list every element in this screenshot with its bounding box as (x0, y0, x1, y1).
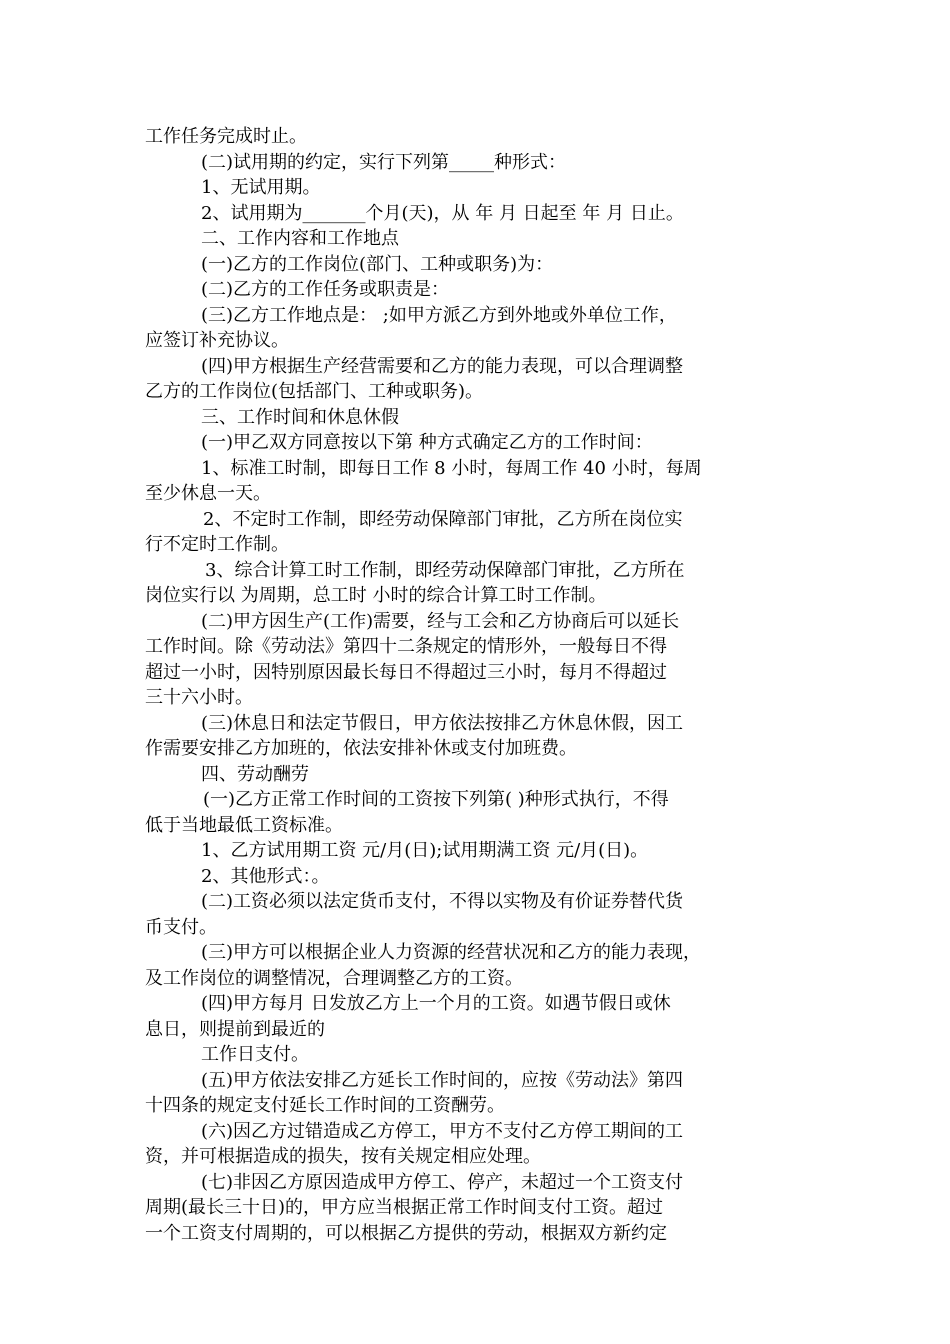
text-line: (一)甲乙双方同意按以下第 种方式确定乙方的工作时间： (201, 432, 653, 453)
section-heading: 二、工作内容和工作地点 (201, 228, 399, 249)
text-line: 2、不定时工作制，即经劳动保障部门审批，乙方所在岗位实 (203, 508, 683, 530)
text-line: (一)乙方正常工作时间的工资按下列第( )种形式执行，不得 (203, 789, 669, 810)
text-line: 资，并可根据造成的损失，按有关规定相应处理。 (145, 1146, 541, 1167)
text-line: (二)试用期的约定，实行下列第_____种形式： (201, 151, 567, 173)
section-heading: 三、工作时间和休息休假 (201, 406, 399, 428)
text-line: (三)甲方可以根据企业人力资源的经营状况和乙方的能力表现， (201, 942, 702, 963)
text-line: (二)乙方的工作任务或职责是： (201, 279, 450, 300)
text-line: (二)甲方因生产(工作)需要，经与工会和乙方协商后可以延长 (201, 610, 680, 632)
text-line: (五)甲方依法安排乙方延长工作时间的，应按《劳动法》第四 (201, 1069, 684, 1091)
text-line: 超过一小时，因特别原因最长每日不得超过三小时，每月不得超过 (145, 661, 667, 683)
text-line: (四)甲方每月 日发放乙方上一个月的工资。如遇节假日或休 (201, 993, 671, 1014)
text-line: 币支付。 (145, 916, 217, 938)
text-line: 及工作岗位的调整情况，合理调整乙方的工资。 (145, 967, 523, 989)
text-line: 1、标准工时制，即每日工作 8 小时，每周工作 40 小时，每周 (201, 457, 702, 479)
text-line: 十四条的规定支付延长工作时间的工资酬劳。 (145, 1095, 505, 1116)
text-line: (三)休息日和法定节假日，甲方依法按排乙方休息休假，因工 (201, 712, 684, 734)
text-line: 低于当地最低工资标准。 (145, 814, 343, 836)
text-line: 三十六小时。 (145, 687, 253, 708)
text-line: 1、无试用期。 (201, 177, 321, 198)
text-line: 行不定时工作制。 (145, 534, 289, 555)
text-line: 3、综合计算工时工作制，即经劳动保障部门审批，乙方所在 (205, 559, 685, 581)
text-line: (七)非因乙方原因造成甲方停工、停产，未超过一个工资支付 (201, 1171, 684, 1193)
text-line: 2、试用期为_______个月(天)，从 年 月 日起至 年 月 日止。 (201, 202, 684, 224)
text-line: 1、乙方试用期工资 元/月(日);试用期满工资 元/月(日)。 (201, 840, 649, 861)
text-line: 至少休息一天。 (145, 483, 271, 504)
text-line: 工作任务完成时止。 (145, 126, 307, 147)
text-line: 一个工资支付周期的，可以根据乙方提供的劳动，根据双方新约定 (145, 1222, 667, 1244)
section-heading: 四、劳动酬劳 (201, 763, 309, 785)
text-line: 周期(最长三十日)的，甲方应当根据正常工作时间支付工资。超过 (145, 1197, 664, 1218)
text-line: 岗位实行以 为周期，总工时 小时的综合计算工时工作制。 (145, 585, 607, 606)
text-line: 工作时间。除《劳动法》第四十二条规定的情形外，一般每日不得 (145, 636, 667, 657)
text-line: 乙方的工作岗位(包括部门、工种或职务)。 (145, 381, 484, 402)
document-body (145, 124, 810, 1246)
text-line: 工作日支付。 (201, 1044, 309, 1065)
text-line: (四)甲方根据生产经营需要和乙方的能力表现，可以合理调整 (201, 355, 684, 377)
text-line: 2、其他形式：。 (201, 865, 330, 887)
text-line: (一)乙方的工作岗位(部门、工种或职务)为： (201, 253, 554, 275)
text-line: 应签订补充协议。 (145, 330, 289, 351)
text-line: (六)因乙方过错造成乙方停工，甲方不支付乙方停工期间的工 (201, 1120, 684, 1142)
text-line: 息日，则提前到最近的 (145, 1018, 325, 1040)
text-line: (三)乙方工作地点是： ;如甲方派乙方到外地或外单位工作， (201, 304, 677, 326)
text-line: 作需要安排乙方加班的，依法安排补休或支付加班费。 (145, 738, 577, 759)
text-line: (二)工资必须以法定货币支付，不得以实物及有价证券替代货 (201, 891, 684, 912)
